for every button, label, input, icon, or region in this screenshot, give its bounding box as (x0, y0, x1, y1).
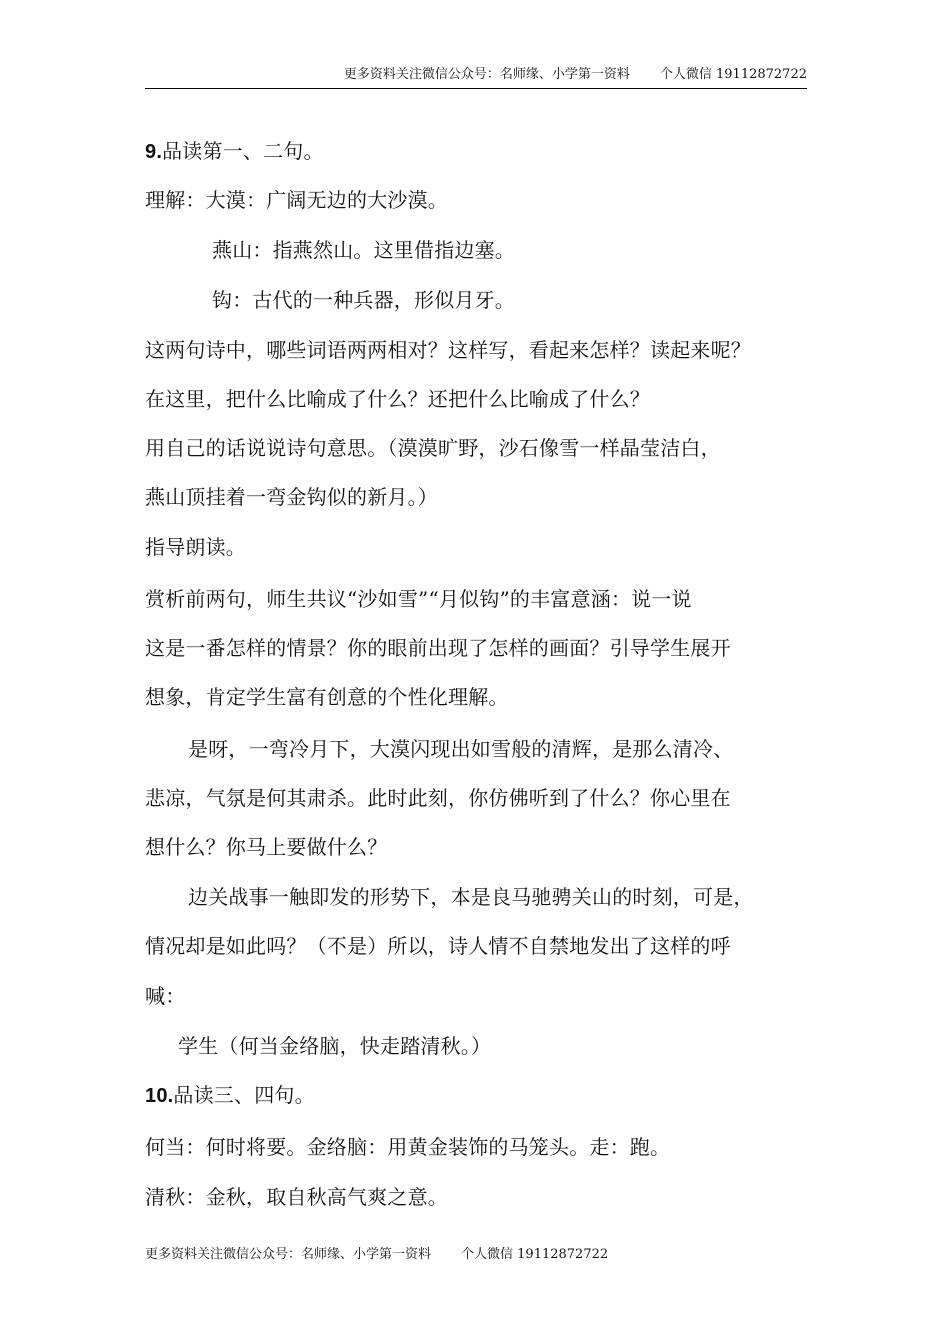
appreciation-line-1: 赏析前两句，师生共议“沙如雪”“月似钩”的丰富意涵：说一说 (145, 587, 692, 611)
scene-paragraph-line-1: 是呀，一弯冷月下，大漠闪现出如雪般的清辉，是那么清冷、 (188, 737, 734, 761)
definition-qingqiu: 清秋：金秋，取自秋高气爽之意。 (145, 1185, 448, 1209)
section-10-title: 品读三、四句。 (173, 1083, 315, 1107)
scene-paragraph-line-3: 想什么？你马上要做什么？ (145, 835, 388, 859)
page-footer (145, 1246, 608, 1264)
section-9-heading (145, 137, 324, 166)
guided-reading: 指导朗读。 (145, 535, 246, 559)
header-promo-text: 更多资料关注微信公众号：名师缘、小学第一资料 (343, 67, 630, 82)
scene-paragraph-line-2: 悲凉，气氛是何其肃杀。此时此刻，你仿佛听到了什么？你心里在 (145, 786, 731, 810)
section-9-number: 9. (145, 141, 163, 163)
definition-gou: 钩：古代的一种兵器，形似月牙。 (212, 288, 515, 312)
definition-damo: 理解：大漠：广阔无边的大沙漠。 (145, 188, 448, 212)
section-10-heading (145, 1081, 315, 1110)
question-paired-words: 这两句诗中，哪些词语两两相对？这样写，看起来怎样？读起来呢？ (145, 338, 751, 362)
student-response: 学生（何当金络脑，快走踏清秋。） (178, 1034, 492, 1058)
section-9-title: 品读第一、二句。 (162, 139, 324, 163)
definitions-hedang-jinluonao: 何当：何时将要。金络脑：用黄金装饰的马笼头。走：跑。 (145, 1135, 671, 1159)
paraphrase-line-1: 用自己的话说说诗句意思。（漠漠旷野，沙石像雪一样晶莹洁白， (145, 436, 721, 460)
war-paragraph-line-1: 边关战事一触即发的形势下，本是良马驰骋关山的时刻，可是， (188, 885, 754, 909)
section-10-number: 10. (145, 1085, 174, 1107)
question-metaphor: 在这里，把什么比喻成了什么？还把什么比喻成了什么？ (145, 387, 650, 411)
page-header (145, 66, 807, 89)
appreciation-line-2: 这是一番怎样的情景？你的眼前出现了怎样的画面？引导学生展开 (145, 636, 731, 660)
footer-promo-text: 更多资料关注微信公众号：名师缘、小学第一资料 (145, 1247, 432, 1262)
header-wechat-text: 个人微信 19112872722 (659, 67, 807, 82)
war-paragraph-line-3: 喊： (145, 984, 186, 1008)
appreciation-line-3: 想象，肯定学生富有创意的个性化理解。 (145, 685, 509, 709)
war-paragraph-line-2: 情况却是如此吗？（不是）所以，诗人情不自禁地发出了这样的呼 (145, 934, 731, 958)
definition-yanshan: 燕山：指燕然山。这里借指边塞。 (212, 238, 515, 262)
paraphrase-line-2: 燕山顶挂着一弯金钩似的新月。） (145, 485, 438, 509)
footer-wechat-text: 个人微信 19112872722 (461, 1247, 609, 1262)
